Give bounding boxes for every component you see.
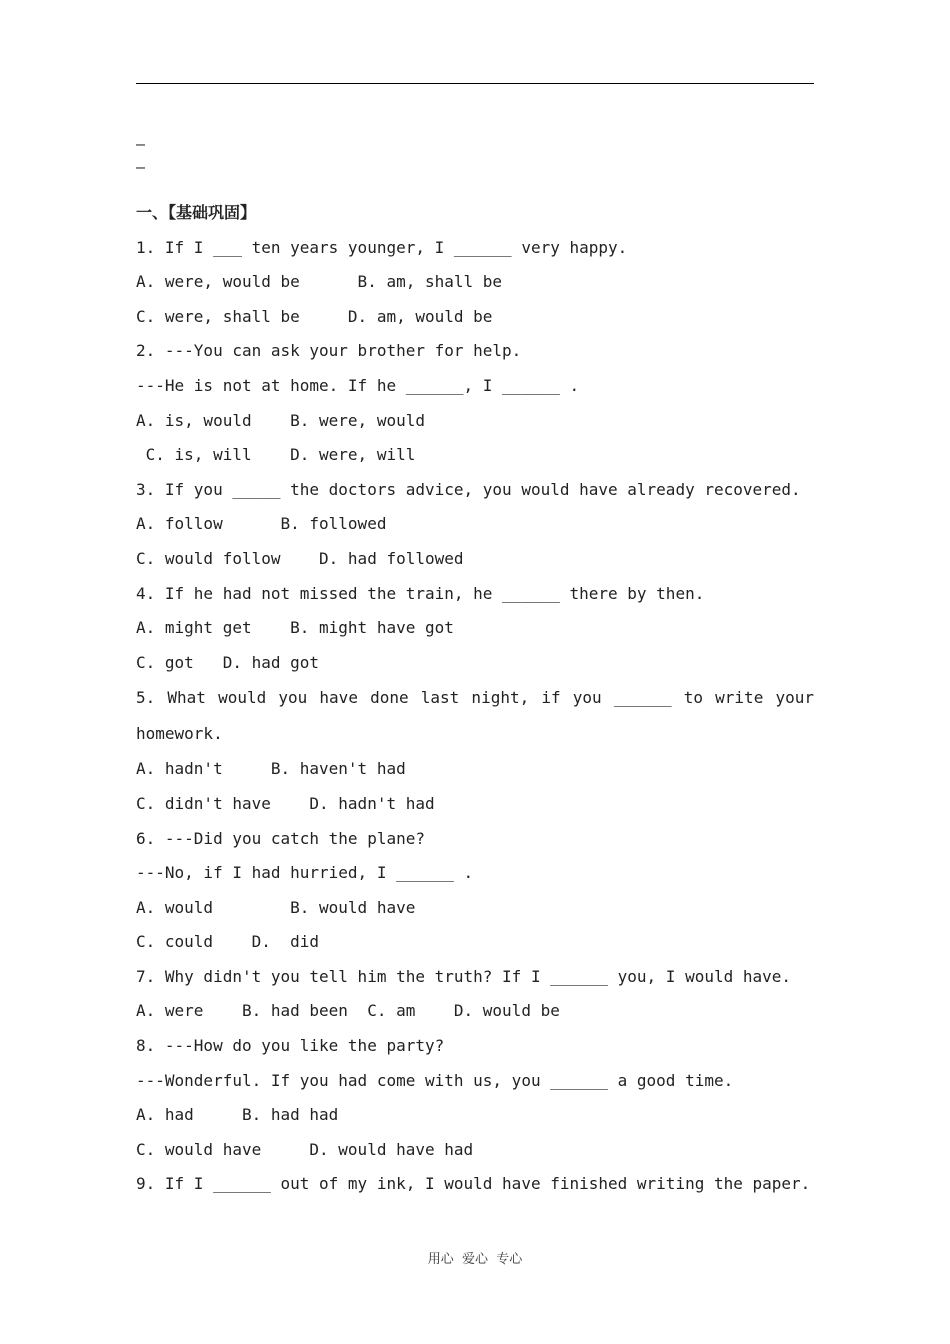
exercise-content: [136, 196, 814, 1202]
question-4-options-ab: A. might get B. might have got: [136, 618, 454, 638]
question-5-options-ab: A. hadn't B. haven't had: [136, 759, 406, 779]
question-2-reply: ---He is not at home. If he ______, I ______ .: [136, 375, 580, 395]
question-8-options-ab: A. had B. had had: [136, 1105, 339, 1125]
header-rule: [136, 83, 814, 84]
question-3-options-cd: C. would follow D. had followed: [136, 548, 464, 568]
question-6-options-ab: A. would B. would have: [136, 897, 416, 917]
question-6-options-cd: C. could D. did: [136, 932, 320, 952]
question-6: 6. ---Did you catch the plane?: [136, 828, 425, 848]
question-1-options-ab: A. were, would be B. am, shall be: [136, 272, 503, 292]
question-6-reply: ---No, if I had hurried, I ______ .: [136, 863, 474, 883]
question-5: 5. What would you have done last night, if you ______ to write your homework.: [136, 688, 814, 744]
question-8-reply: ---Wonderful. If you had come with us, you ______ a good time.: [136, 1070, 734, 1090]
question-8: 8. ---How do you like the party?: [136, 1036, 445, 1056]
question-7-options: A. were B. had been C. am D. would be: [136, 1001, 560, 1021]
question-9: 9. If I ______ out of my ink, I would have finished writing the paper.: [136, 1174, 811, 1194]
question-2-options-ab: A. is, would B. were, would: [136, 410, 425, 430]
page-footer: 用心 爱心 专心: [427, 1252, 523, 1267]
question-4-options-cd: C. got D. had got: [136, 652, 320, 672]
question-5-options-cd: C. didn't have D. hadn't had: [136, 793, 435, 813]
question-3: 3. If you _____ the doctors advice, you would have already recovered.: [136, 479, 801, 499]
question-2: 2. ---You can ask your brother for help.: [136, 341, 522, 361]
question-8-options-cd: C. would have D. would have had: [136, 1139, 474, 1159]
section-title: 一、【基础巩固】: [136, 203, 257, 222]
header-dash: –: [136, 135, 146, 153]
question-1-options-cd: C. were, shall be D. am, would be: [136, 306, 493, 326]
question-3-options-ab: A. follow B. followed: [136, 514, 387, 534]
question-1: 1. If I ___ ten years younger, I ______ very happy.: [136, 237, 628, 257]
question-7: 7. Why didn't you tell him the truth? If I ______ you, I would have.: [136, 966, 792, 986]
header-dash: –: [136, 158, 146, 176]
question-2-options-cd: C. is, will D. were, will: [136, 445, 416, 465]
question-4: 4. If he had not missed the train, he ______ there by then.: [136, 583, 705, 603]
